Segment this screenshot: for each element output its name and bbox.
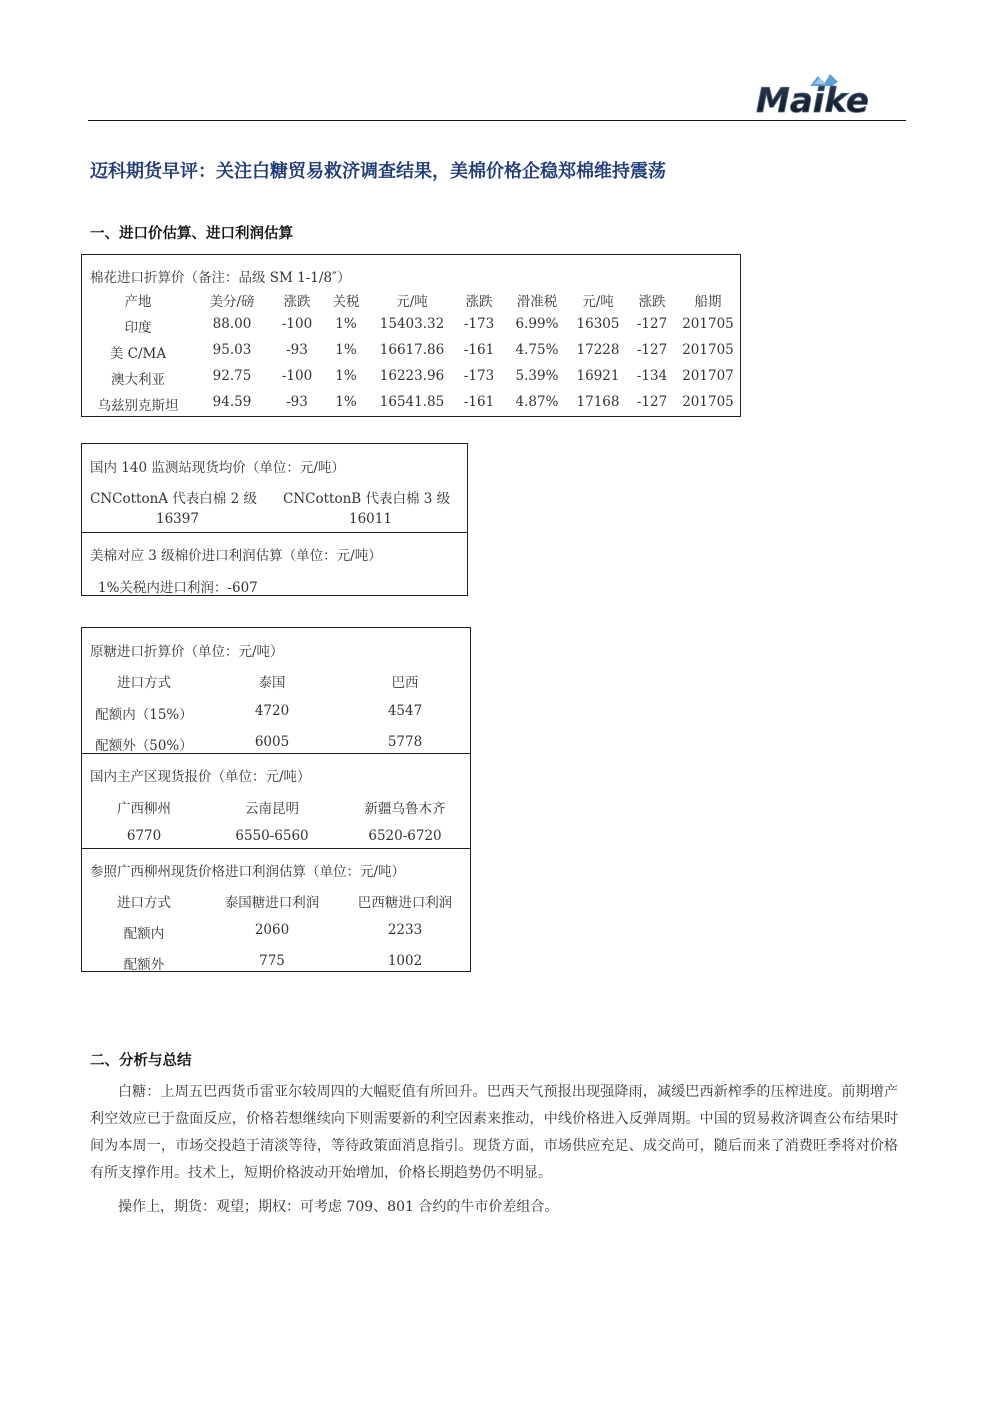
sugar-spot-price-cell: 6550-6560 (235, 828, 309, 844)
cotton-value-cell: 16921 (576, 368, 620, 384)
cotton-value-cell: 4.75% (515, 342, 559, 358)
cotton-value-cell: 16223.96 (379, 368, 445, 384)
cotton-value-cell: -100 (281, 368, 313, 384)
cotton-column-header: 涨跌 (465, 294, 493, 310)
sugar-spot-region-header: 新疆乌鲁木齐 (364, 801, 446, 817)
sugar-profit-method-cell: 配额内 (123, 926, 165, 942)
sugar-profit-value-cell: 2060 (254, 922, 290, 938)
cotton-value-cell: 201705 (682, 316, 734, 332)
operation-paragraph: 操作上，期货：观望；期权：可考虑 709、801 合约的牛市价差组合。 (118, 1199, 559, 1215)
sugar-import-caption: 原糖进口折算价（单位：元/吨） (90, 644, 284, 660)
cotton-value-cell: 92.75 (212, 368, 252, 384)
cotton-column-header: 滑准税 (516, 294, 558, 310)
sugar-profit-value-cell: 775 (259, 953, 285, 969)
cotton-value-cell: 4.87% (515, 394, 559, 410)
cotton-value-cell: 17168 (576, 394, 620, 410)
sugar-spot-region-header: 云南昆明 (245, 801, 299, 817)
sugar-divider-1 (82, 753, 470, 754)
cotton-value-cell: 94.59 (212, 394, 252, 410)
cotton-value-cell: -173 (463, 316, 495, 332)
cotton-value-cell: 201705 (682, 342, 734, 358)
cotton-value-cell: -161 (463, 342, 495, 358)
cotton-value-cell: -93 (286, 394, 308, 410)
section-1-heading: 一、进口价估算、进口利润估算 (90, 226, 293, 242)
cotton-value-cell: 17228 (576, 342, 620, 358)
cotton-value-cell: 95.03 (212, 342, 252, 358)
cotton-profit-text: 1%关税内进口利润：-607 (98, 580, 258, 596)
cotton-column-header: 元/吨 (396, 294, 428, 310)
sugar-import-value-cell: 5778 (387, 734, 423, 750)
sugar-profit-column-header: 巴西糖进口利润 (357, 895, 453, 911)
cotton-column-header: 船期 (694, 294, 722, 310)
domestic-cotton-table (81, 443, 468, 596)
cotton-origin-cell: 澳大利亚 (111, 372, 165, 388)
cotton-value-cell: 1% (335, 316, 357, 332)
cotton-column-header: 产地 (124, 294, 152, 310)
domestic-cotton-divider (82, 532, 467, 533)
cotton-value-cell: 1% (335, 342, 357, 358)
cncotton-a-label: CNCottonA 代表白棉 2 级 (90, 491, 257, 507)
section-2-heading: 二、分析与总结 (90, 1053, 192, 1069)
sugar-profit-method-cell: 配额外 (123, 957, 165, 973)
cotton-import-table (81, 254, 741, 417)
cotton-origin-cell: 乌兹别克斯坦 (97, 398, 179, 414)
cotton-column-header: 涨跌 (283, 294, 311, 310)
cotton-value-cell: 15403.32 (379, 316, 445, 332)
cncotton-a-value: 16397 (156, 511, 199, 527)
sugar-spot-price-cell: 6770 (126, 828, 162, 844)
maike-logo (752, 72, 892, 118)
sugar-spot-price-cell: 6520-6720 (368, 828, 442, 844)
cotton-value-cell: 6.99% (515, 316, 559, 332)
cotton-value-cell: -127 (636, 342, 668, 358)
sugar-table (81, 627, 471, 972)
cotton-value-cell: 88.00 (212, 316, 252, 332)
sugar-profit-caption: 参照广西柳州现货价格进口利润估算（单位：元/吨） (90, 864, 406, 880)
sugar-profit-column-header: 泰国糖进口利润 (224, 895, 320, 911)
sugar-import-method-cell: 配额外（50%） (95, 738, 193, 754)
maike-logo-mark (752, 72, 892, 118)
sugar-profit-value-cell: 1002 (387, 953, 423, 969)
cotton-origin-cell: 印度 (124, 320, 152, 336)
cotton-value-cell: -134 (636, 368, 668, 384)
sugar-profit-value-cell: 2233 (387, 922, 423, 938)
cotton-origin-cell: 美 C/MA (109, 346, 167, 362)
sugar-spot-region-header: 广西柳州 (117, 801, 171, 817)
cotton-value-cell: -161 (463, 394, 495, 410)
cotton-value-cell: 1% (335, 394, 357, 410)
cotton-value-cell: -173 (463, 368, 495, 384)
cotton-column-header: 涨跌 (638, 294, 666, 310)
header-rule (88, 120, 906, 121)
analysis-paragraph: 白糖：上周五巴西货币雷亚尔较周四的大幅贬值有所回升。巴西天气预报出现强降雨，减缓巴西新榨季的压榨进度。前期增产利空效应已于盘面反应，价格若想继续向下则需要新的利空因素来推动，中线价格进入反弹周期。中国的贸易救济调查公布结果时间为本周一，市场交投趋于清淡等待，等待政策面消息指引。现货方面，市场供应充足、成交尚可，随后而来了消费旺季将对价格有所支撑作用。技术上，短期价格波动开始增加，价格长期趋势仍不明显。 (90, 1084, 898, 1181)
cotton-import-caption: 棉花进口折算价（备注：品级 SM 1-1/8″） (90, 270, 351, 286)
sugar-import-column-header: 泰国 (258, 675, 286, 691)
cncotton-b-label: CNCottonB 代表白棉 3 级 (283, 491, 451, 507)
sugar-import-column-header: 进口方式 (117, 675, 171, 691)
sugar-import-value-cell: 4547 (387, 703, 423, 719)
document-title: 迈科期货早评：关注白糖贸易救济调查结果，美棉价格企稳郑棉维持震荡 (90, 161, 666, 182)
cotton-value-cell: 201707 (682, 368, 734, 384)
sugar-import-value-cell: 6005 (254, 734, 290, 750)
sugar-profit-column-header: 进口方式 (117, 895, 171, 911)
sugar-import-value-cell: 4720 (254, 703, 290, 719)
cotton-value-cell: 16541.85 (379, 394, 445, 410)
cotton-value-cell: -100 (281, 316, 313, 332)
cotton-value-cell: 5.39% (515, 368, 559, 384)
cotton-column-header: 关税 (332, 294, 360, 310)
domestic-cotton-caption: 国内 140 监测站现货均价（单位：元/吨） (90, 460, 345, 476)
cotton-value-cell: 16305 (576, 316, 620, 332)
cotton-value-cell: -127 (636, 316, 668, 332)
sugar-spot-caption: 国内主产区现货报价（单位：元/吨） (90, 769, 311, 785)
cotton-value-cell: -127 (636, 394, 668, 410)
cotton-value-cell: 201705 (682, 394, 734, 410)
cotton-profit-caption: 美棉对应 3 级棉价进口利润估算（单位：元/吨） (90, 548, 382, 564)
logo-text: Maike (756, 81, 869, 118)
cotton-value-cell: 1% (335, 368, 357, 384)
cncotton-b-value: 16011 (349, 511, 392, 527)
sugar-divider-2 (82, 848, 470, 849)
cotton-column-header: 元/吨 (582, 294, 614, 310)
sugar-import-column-header: 巴西 (391, 675, 419, 691)
cotton-value-cell: 16617.86 (379, 342, 445, 358)
sugar-import-method-cell: 配额内（15%） (95, 707, 193, 723)
cotton-column-header: 美分/磅 (209, 294, 255, 310)
cotton-value-cell: -93 (286, 342, 308, 358)
